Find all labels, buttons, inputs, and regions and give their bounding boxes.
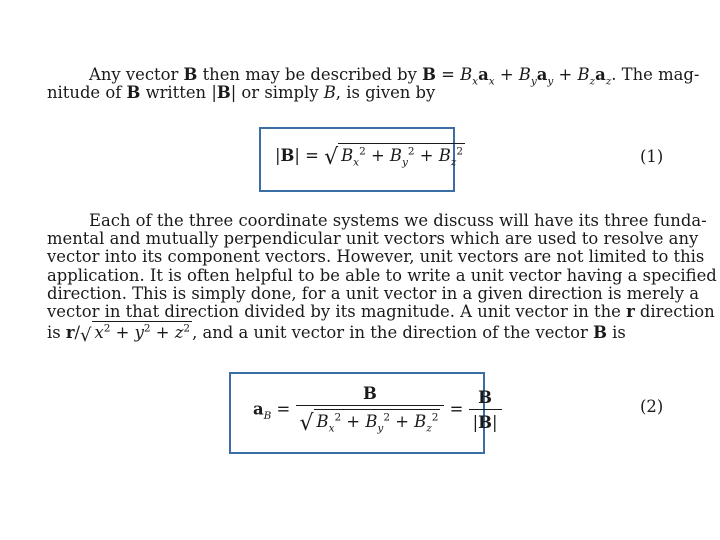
paragraph-2-line: mental and mutually perpendicular unit vectors which are used to resolve any (47, 229, 699, 249)
paragraph-2-line: direction. This is simply done, for a unit vector in a given direction is merely a (47, 283, 700, 303)
equation-2-number: (2) (640, 397, 664, 416)
equation-2-box (229, 372, 498, 454)
paragraph-2-line: application. It is often helpful to be able to write a unit vector having a specified (47, 265, 717, 285)
paragraph-2-line: Each of the three coordinate systems we discuss will have its three funda- (89, 211, 707, 230)
equation-1-number: (1) (640, 147, 664, 166)
equation-2-rhs-denominator: |B| (469, 409, 502, 432)
paragraph-2-line: vector into its component vectors. However, unit vectors are not limited to this (47, 247, 705, 267)
equation-1-box (259, 127, 464, 192)
paragraph-2-line-last: is r/√ $x^2 + y^2 + z^2$ , and a unit vector in the direction of the vector B is (47, 322, 626, 347)
paragraph-2 (47, 211, 717, 347)
equation-2-fraction-2 (469, 388, 502, 432)
equation-2-rhs-numerator: B (478, 388, 492, 407)
equation-2: $a_B$ = $\frac{B}{√ B_x^2 + B_y^2 + B_z^2}$ = $\frac{B}{|B|}$ (253, 384, 502, 436)
paragraph-1-line-1: Any vector B then may be described by $B = B_xa_x + B_ya_y + B_za_z$. The mag- (89, 65, 700, 88)
equation-1: |B| = √ $B_x^2 + B_y^2 + B_z^2$ (275, 145, 464, 170)
paragraph-1-line-2: nitude of B written |B| or simply B, is given by (47, 83, 436, 103)
paragraph-1 (47, 65, 700, 103)
paragraph-2-line: vector in that direction divided by its magnitude. A unit vector in the r direction (47, 302, 715, 322)
equation-2-fraction-1: $\frac{B}{√ B_x^2 + B_y^2 + B_z^2}$ (296, 384, 445, 436)
